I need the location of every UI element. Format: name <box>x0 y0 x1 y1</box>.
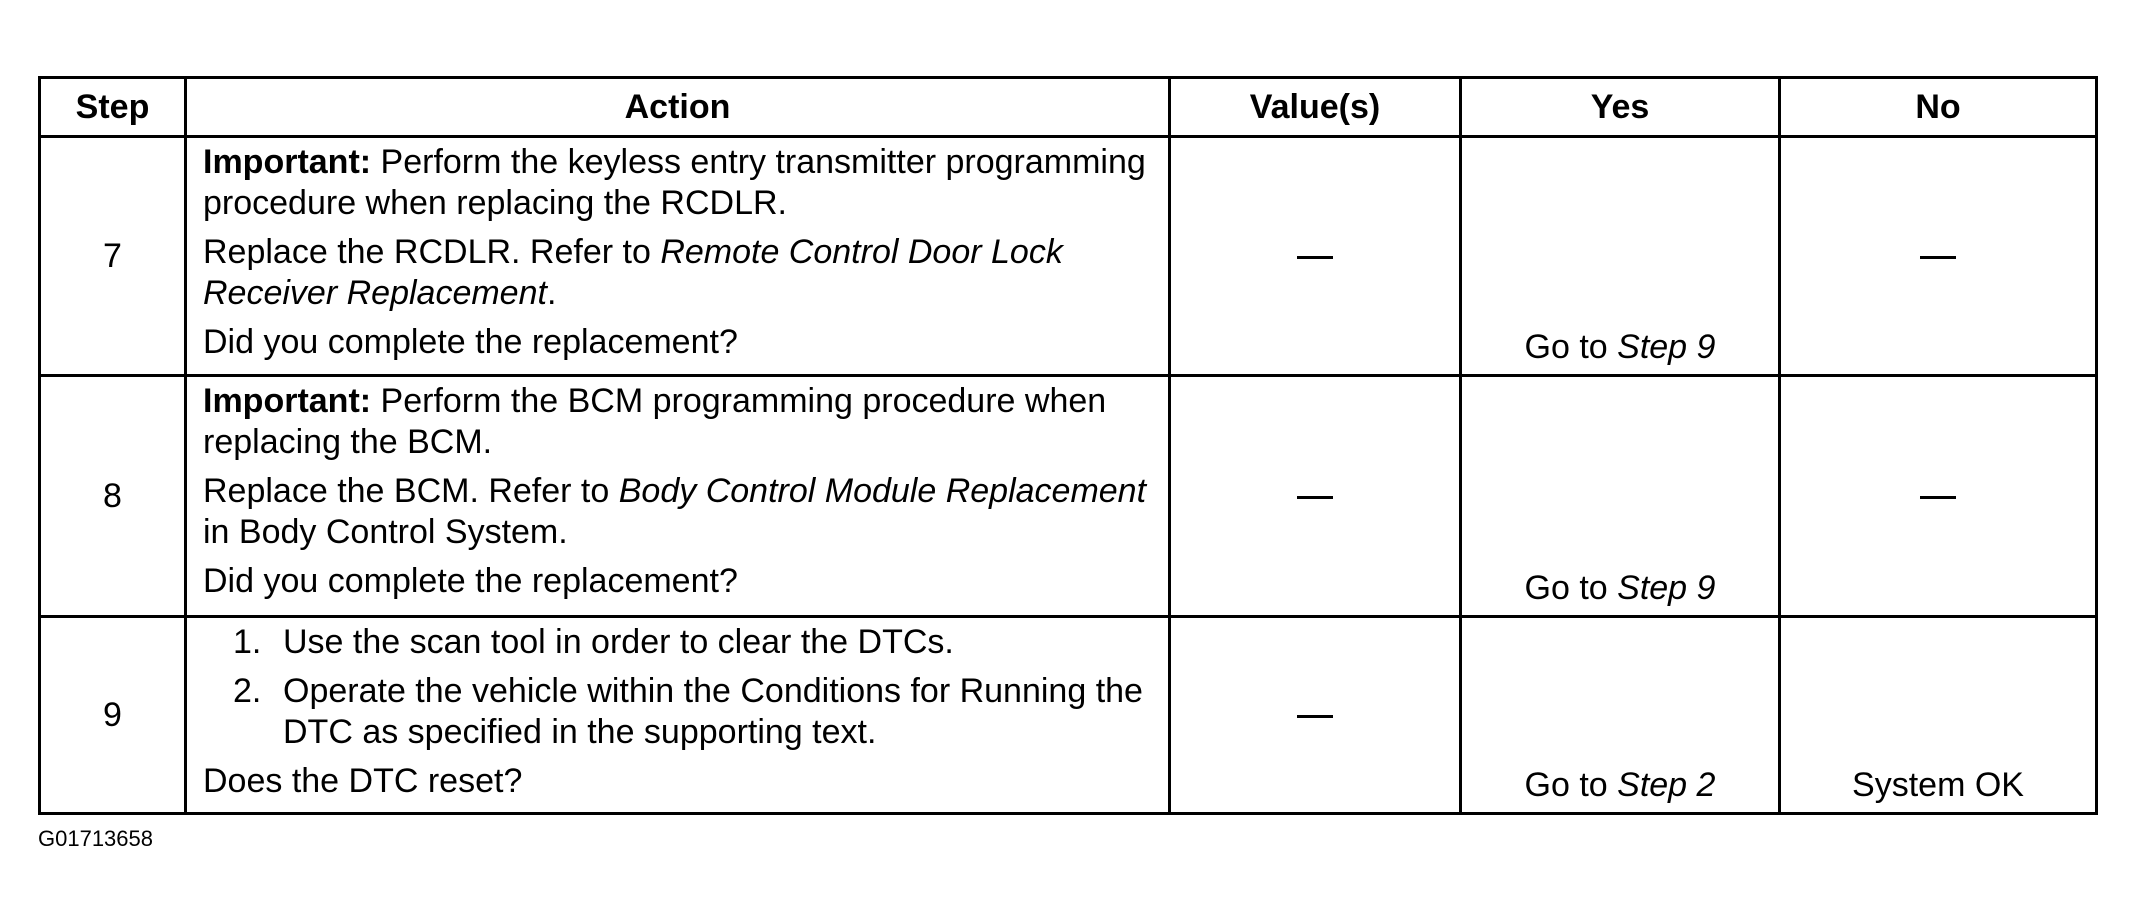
action-cell <box>186 617 1170 814</box>
list-text: Operate the vehicle within the Conditions for Running the DTC as specified in the supporting text. <box>283 672 1143 751</box>
table-row <box>40 617 2097 814</box>
header-values: Value(s) <box>1170 78 1461 137</box>
list-number: 2. <box>233 672 262 710</box>
important-label: Important: <box>203 143 372 181</box>
value-dash <box>1297 256 1333 259</box>
value-dash <box>1297 496 1333 499</box>
yes-cell <box>1461 376 1780 617</box>
list-item <box>233 622 1154 663</box>
yes-step-link[interactable]: Step 9 <box>1617 328 1716 366</box>
list-item <box>233 671 1154 753</box>
action-cell <box>186 137 1170 376</box>
instruction-suffix: in Body Control System. <box>203 513 568 551</box>
value-cell <box>1170 137 1461 376</box>
procedure-list <box>203 622 1154 753</box>
figure-id: G01713658 <box>38 826 153 851</box>
no-cell <box>1780 376 2097 617</box>
important-note <box>203 381 1154 463</box>
reference-link[interactable]: Remote Control Door Lock Receiver Replacement <box>203 233 1063 312</box>
step-number: 7 <box>40 137 186 376</box>
question: Did you complete the replacement? <box>203 562 738 600</box>
yes-cell <box>1461 137 1780 376</box>
header-step: Step <box>40 78 186 137</box>
step-number: 9 <box>40 617 186 814</box>
yes-prefix: Go to <box>1524 569 1618 607</box>
yes-step-link[interactable]: Step 2 <box>1617 766 1716 804</box>
header-no: No <box>1780 78 2097 137</box>
value-dash <box>1297 715 1333 718</box>
table-row <box>40 376 2097 617</box>
no-cell <box>1780 137 2097 376</box>
table-header-row <box>40 78 2097 137</box>
no-dash <box>1920 256 1956 259</box>
important-note <box>203 142 1154 224</box>
yes-prefix: Go to <box>1524 766 1618 804</box>
instruction-suffix: . <box>546 274 557 312</box>
instruction <box>203 471 1154 553</box>
step-number: 8 <box>40 376 186 617</box>
table-row <box>40 137 2097 376</box>
action-cell <box>186 376 1170 617</box>
value-cell <box>1170 376 1461 617</box>
no-cell: System OK <box>1780 617 2097 814</box>
no-dash <box>1920 496 1956 499</box>
instruction <box>203 232 1154 314</box>
value-cell <box>1170 617 1461 814</box>
yes-step-link[interactable]: Step 9 <box>1617 569 1716 607</box>
yes-prefix: Go to <box>1524 328 1618 366</box>
header-action: Action <box>186 78 1170 137</box>
yes-cell <box>1461 617 1780 814</box>
header-yes: Yes <box>1461 78 1780 137</box>
important-label: Important: <box>203 382 372 420</box>
important-text: Perform the keyless entry transmitter programming procedure when replacing the RCDLR. <box>203 143 1146 222</box>
list-number: 1. <box>233 623 262 661</box>
reference-link[interactable]: Body Control Module Replacement <box>618 472 1147 510</box>
important-text: Perform the BCM programming procedure when replacing the BCM. <box>203 382 1107 461</box>
question: Does the DTC reset? <box>203 762 523 800</box>
diagnostic-table <box>38 76 2098 815</box>
instruction-text: Replace the RCDLR. Refer to <box>203 233 661 271</box>
question: Did you complete the replacement? <box>203 323 738 361</box>
list-text: Use the scan tool in order to clear the DTCs. <box>283 623 954 661</box>
instruction-text: Replace the BCM. Refer to <box>203 472 619 510</box>
